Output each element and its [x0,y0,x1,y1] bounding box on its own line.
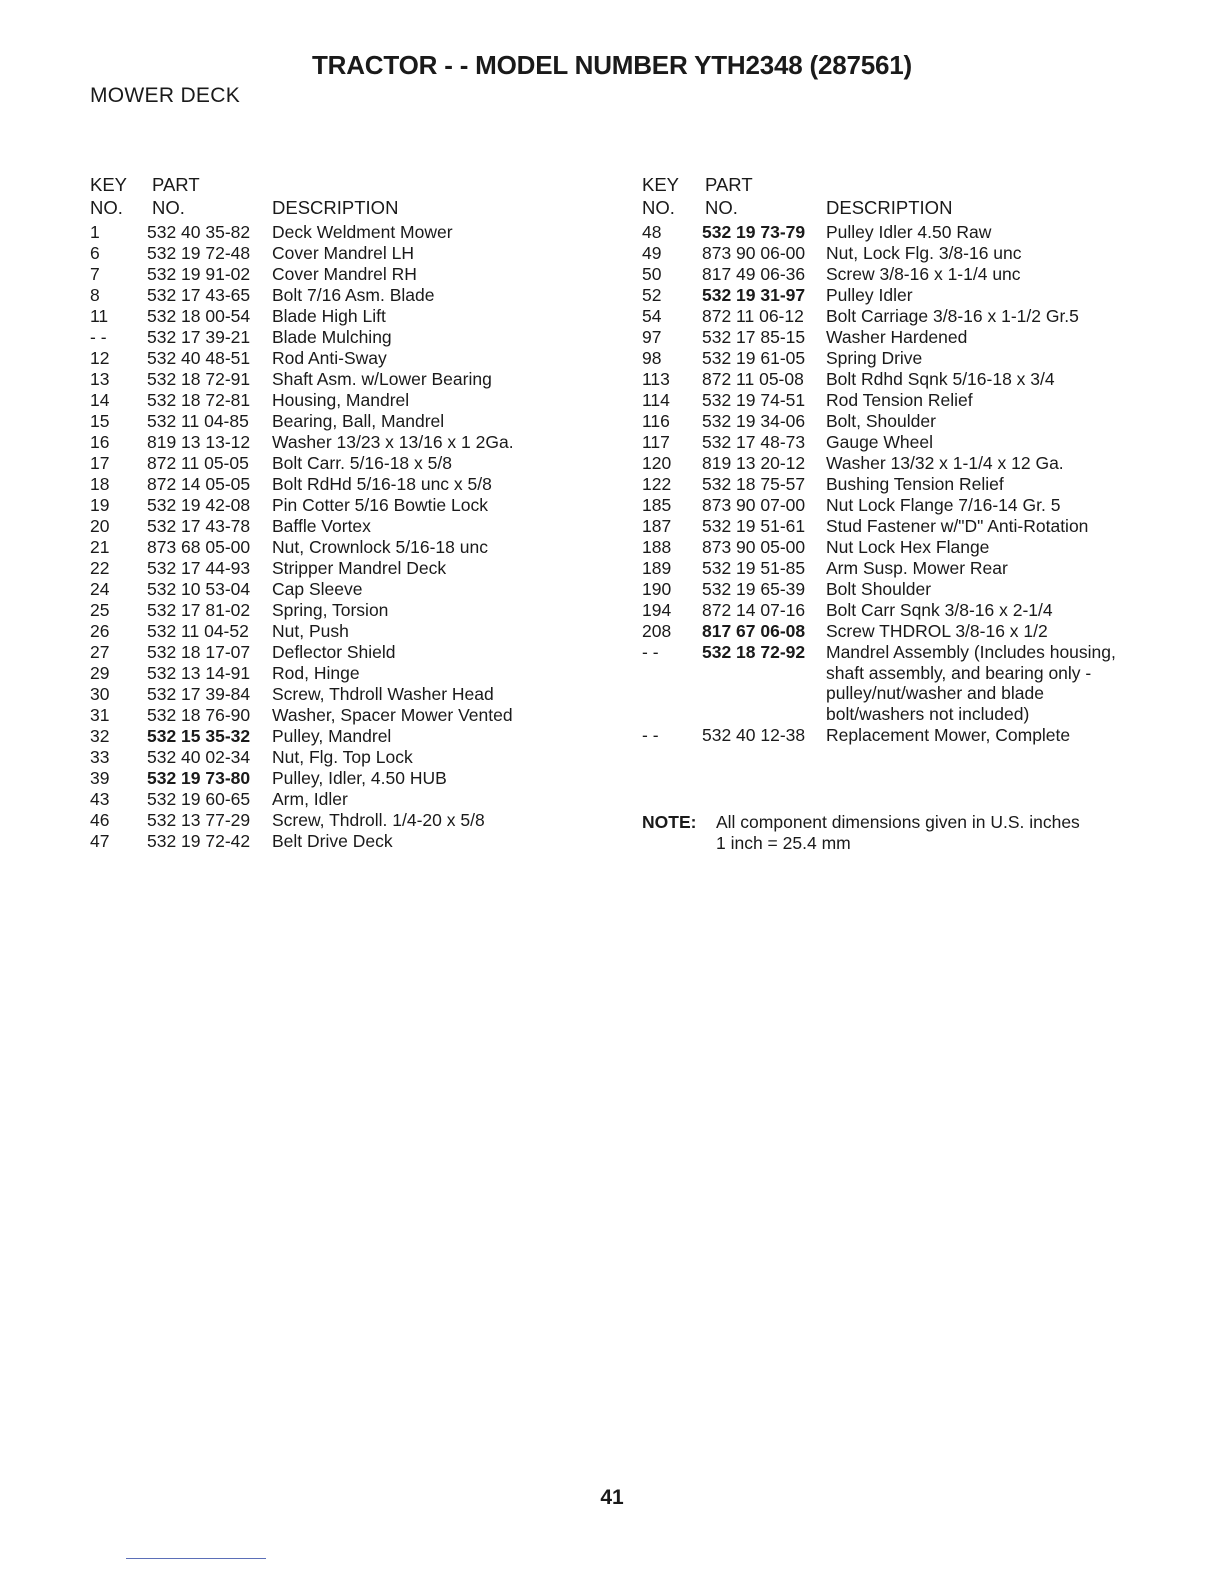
part-no: 819 13 13-12 [147,432,251,452]
part-description: Bolt Carr Sqnk 3/8-16 x 2-1/4 [826,600,1053,620]
part-no: 532 19 51-85 [702,558,806,578]
key-header-line2: NO. [90,197,123,218]
part-no: 872 11 06-12 [702,306,804,326]
part-no: 532 19 34-06 [702,411,806,431]
part-no: 532 19 91-02 [147,264,251,284]
key-no: 19 [90,495,110,515]
table-row [90,495,610,516]
table-row [90,348,610,369]
part-header-line1: PART [152,174,200,195]
part-description: Gauge Wheel [826,432,934,452]
part-no: 532 19 73-80 [147,768,251,788]
key-no: 7 [90,264,100,284]
table-row [90,369,610,390]
part-description: Bearing, Ball, Mandrel [272,411,445,431]
footer-rule [126,1558,266,1559]
key-no: 26 [90,621,110,641]
part-no: 532 13 77-29 [147,810,251,830]
part-no: 872 14 07-16 [702,600,806,620]
part-description: Blade Mulching [272,327,392,347]
table-row [90,621,610,642]
section-title: MOWER DECK [90,84,240,107]
part-description: Arm Susp. Mower Rear [826,558,1008,578]
table-row [90,453,610,474]
note-line-1: All component dimensions given in U.S. inches [716,812,1080,832]
part-no: 532 15 35-32 [147,726,251,746]
part-no: 532 13 14-91 [147,663,251,683]
table-row [90,747,610,768]
key-no: 16 [90,432,110,452]
part-description: Washer, Spacer Mower Vented [272,705,513,725]
part-no: 532 11 04-52 [147,621,249,641]
key-no: 1 [90,222,100,242]
part-header-line2: NO. [705,197,738,218]
part-description: Screw 3/8-16 x 1-1/4 unc [826,264,1021,284]
part-description: Pin Cotter 5/16 Bowtie Lock [272,495,488,515]
part-no: 532 19 51-61 [702,516,806,536]
part-description: Nut, Push [272,621,349,641]
table-row [642,558,1202,579]
part-no: 532 19 60-65 [147,789,251,809]
key-no: 48 [642,222,662,242]
table-row [90,432,610,453]
key-no: 185 [642,495,672,515]
table-row [642,642,1202,725]
part-description: Bolt RdHd 5/16-18 unc x 5/8 [272,474,492,494]
note-label: NOTE: [642,812,697,832]
table-header [642,174,1202,222]
description-header: DESCRIPTION [826,197,953,218]
part-description: Cap Sleeve [272,579,363,599]
table-row [90,558,610,579]
key-no: 32 [90,726,110,746]
part-no: 872 14 05-05 [147,474,251,494]
part-description: Nut, Flg. Top Lock [272,747,413,767]
key-no: 15 [90,411,110,431]
part-description: Bolt, Shoulder [826,411,936,431]
table-row [642,306,1202,327]
table-row [642,411,1202,432]
part-description: Deflector Shield [272,642,396,662]
part-description: Stripper Mandrel Deck [272,558,447,578]
table-row [642,285,1202,306]
part-description: Rod Anti-Sway [272,348,387,368]
key-no: 49 [642,243,662,263]
table-row [642,579,1202,600]
table-row [90,411,610,432]
part-description: Belt Drive Deck [272,831,393,851]
key-no: 31 [90,705,110,725]
part-no: 532 19 72-42 [147,831,251,851]
part-description: Deck Weldment Mower [272,222,453,242]
part-header-line2: NO. [152,197,185,218]
table-row [642,432,1202,453]
key-no: 98 [642,348,662,368]
key-header-line2: NO. [642,197,675,218]
part-description: Cover Mandrel LH [272,243,414,263]
part-no: 532 40 35-82 [147,222,251,242]
part-no: 532 18 76-90 [147,705,251,725]
part-no: 532 19 31-97 [702,285,806,305]
key-no: 22 [90,558,110,578]
key-no: 47 [90,831,110,851]
part-no: 532 18 72-91 [147,369,251,389]
key-no: 18 [90,474,110,494]
parts-list-right [642,222,1202,746]
part-description: Nut, Crownlock 5/16-18 unc [272,537,488,557]
part-description: Spring Drive [826,348,923,368]
key-no: 208 [642,621,672,641]
key-no: 46 [90,810,110,830]
part-no: 532 17 43-78 [147,516,251,536]
key-no: 50 [642,264,662,284]
part-description: Housing, Mandrel [272,390,410,410]
key-no: 187 [642,516,672,536]
table-row [642,537,1202,558]
part-description: Bolt Carr. 5/16-18 x 5/8 [272,453,452,473]
part-description: Pulley Idler 4.50 Raw [826,222,992,242]
key-no: 12 [90,348,110,368]
table-row [90,222,610,243]
part-no: 532 19 73-79 [702,222,806,242]
part-no: 532 18 72-92 [702,642,806,662]
table-row [90,579,610,600]
part-description: Pulley, Mandrel [272,726,392,746]
part-no: 532 17 44-93 [147,558,251,578]
table-row [90,726,610,747]
table-row [642,390,1202,411]
table-row [90,516,610,537]
table-row [90,243,610,264]
part-no: 532 17 39-84 [147,684,251,704]
key-no: 194 [642,600,672,620]
part-no: 532 40 02-34 [147,747,251,767]
part-description: Bolt 7/16 Asm. Blade [272,285,435,305]
table-row [642,243,1202,264]
part-no: 532 10 53-04 [147,579,251,599]
part-no: 532 17 43-65 [147,285,251,305]
table-row [90,285,610,306]
table-row [90,684,610,705]
table-row [642,621,1202,642]
table-row [642,725,1202,746]
table-row [90,642,610,663]
part-no: 532 18 72-81 [147,390,251,410]
part-description: Mandrel Assembly (Includes housing, shaft assembly, and bearing only - pulley/nut/washer and blade bolt/washers not included) [826,642,1116,725]
key-no: 188 [642,537,672,557]
key-no: - - [90,327,107,347]
table-row [90,600,610,621]
part-description: Bolt Shoulder [826,579,932,599]
part-no: 532 17 39-21 [147,327,251,347]
table-row [642,474,1202,495]
key-no: 13 [90,369,110,389]
part-description: Washer 13/32 x 1-1/4 x 12 Ga. [826,453,1064,473]
key-no: - - [642,725,659,745]
table-row [90,705,610,726]
table-row [90,831,610,852]
part-no: 532 19 61-05 [702,348,806,368]
table-row [90,474,610,495]
key-no: 52 [642,285,662,305]
table-row [90,306,610,327]
parts-table-right [642,174,1202,746]
part-no: 532 18 75-57 [702,474,806,494]
part-no: 819 13 20-12 [702,453,806,473]
table-row [642,453,1202,474]
key-no: 8 [90,285,100,305]
part-description: Baffle Vortex [272,516,371,536]
part-description: Nut, Lock Flg. 3/8-16 unc [826,243,1022,263]
part-no: 532 17 48-73 [702,432,806,452]
part-no: 532 17 81-02 [147,600,251,620]
key-header-line1: KEY [90,174,128,195]
key-no: - - [642,642,659,662]
key-no: 122 [642,474,672,494]
key-no: 20 [90,516,110,536]
table-row [90,537,610,558]
page-title: TRACTOR - - MODEL NUMBER YTH2348 (287561) [311,50,913,80]
part-description: Replacement Mower, Complete [826,725,1071,745]
key-no: 17 [90,453,110,473]
key-no: 117 [642,432,670,452]
part-description: Screw, Thdroll. 1/4-20 x 5/8 [272,810,485,830]
part-no: 532 19 72-48 [147,243,251,263]
table-row [90,663,610,684]
table-row [642,600,1202,621]
key-header-line1: KEY [642,174,680,195]
table-header [90,174,610,222]
note-line-2: 1 inch = 25.4 mm [716,832,851,853]
table-row [90,789,610,810]
table-row [642,264,1202,285]
key-no: 14 [90,390,110,410]
part-description: Bolt Rdhd Sqnk 5/16-18 x 3/4 [826,369,1055,389]
part-description: Shaft Asm. w/Lower Bearing [272,369,492,389]
part-no: 873 68 05-00 [147,537,251,557]
key-no: 25 [90,600,110,620]
part-header-line1: PART [705,174,753,195]
part-description: Blade High Lift [272,306,386,326]
part-no: 532 19 65-39 [702,579,806,599]
part-description: Screw, Thdroll Washer Head [272,684,494,704]
page-number: 41 [600,1486,624,1509]
part-no: 873 90 06-00 [702,243,806,263]
part-description: Bolt Carriage 3/8-16 x 1-1/2 Gr.5 [826,306,1079,326]
key-no: 11 [90,306,109,326]
table-row [642,516,1202,537]
part-description: Arm, Idler [272,789,348,809]
table-row [642,327,1202,348]
part-no: 817 49 06-36 [702,264,806,284]
key-no: 6 [90,243,100,263]
part-description: Stud Fastener w/"D" Anti-Rotation [826,516,1089,536]
key-no: 39 [90,768,110,788]
table-row [90,327,610,348]
parts-table-left [90,174,610,852]
part-description: Washer 13/23 x 13/16 x 1 2Ga. [272,432,514,452]
part-description: Bushing Tension Relief [826,474,1004,494]
table-row [90,768,610,789]
part-description: Nut Lock Hex Flange [826,537,990,557]
part-no: 532 40 12-38 [702,725,806,745]
part-description: Nut Lock Flange 7/16-14 Gr. 5 [826,495,1061,515]
part-no: 532 11 04-85 [147,411,249,431]
key-no: 21 [90,537,110,557]
table-row [642,348,1202,369]
table-row [642,369,1202,390]
key-no: 114 [642,390,670,410]
table-row [90,810,610,831]
part-no: 532 19 74-51 [702,390,806,410]
table-row [642,495,1202,516]
key-no: 190 [642,579,672,599]
part-no: 532 18 17-07 [147,642,251,662]
part-no: 532 18 00-54 [147,306,251,326]
key-no: 27 [90,642,110,662]
part-no: 872 11 05-05 [147,453,249,473]
table-row [90,390,610,411]
part-description: Pulley, Idler, 4.50 HUB [272,768,447,788]
key-no: 29 [90,663,110,683]
part-no: 532 40 48-51 [147,348,251,368]
table-row [90,264,610,285]
part-description: Rod, Hinge [272,663,360,683]
key-no: 97 [642,327,662,347]
part-description: Washer Hardened [826,327,968,347]
key-no: 116 [642,411,670,431]
part-no: 532 19 42-08 [147,495,251,515]
part-description: Pulley Idler [826,285,913,305]
key-no: 43 [90,789,110,809]
key-no: 33 [90,747,110,767]
part-no: 532 17 85-15 [702,327,806,347]
part-no: 873 90 05-00 [702,537,806,557]
part-no: 873 90 07-00 [702,495,806,515]
part-description: Screw THDROL 3/8-16 x 1/2 [826,621,1048,641]
parts-list-left [90,222,610,852]
part-description: Rod Tension Relief [826,390,973,410]
key-no: 120 [642,453,672,473]
key-no: 54 [642,306,662,326]
key-no: 30 [90,684,110,704]
key-no: 113 [642,369,670,389]
part-description: Cover Mandrel RH [272,264,417,284]
part-description: Spring, Torsion [272,600,389,620]
part-no: 817 67 06-08 [702,621,806,641]
description-header: DESCRIPTION [272,197,399,218]
table-row [642,222,1202,243]
key-no: 24 [90,579,110,599]
key-no: 189 [642,558,672,578]
part-no: 872 11 05-08 [702,369,804,389]
